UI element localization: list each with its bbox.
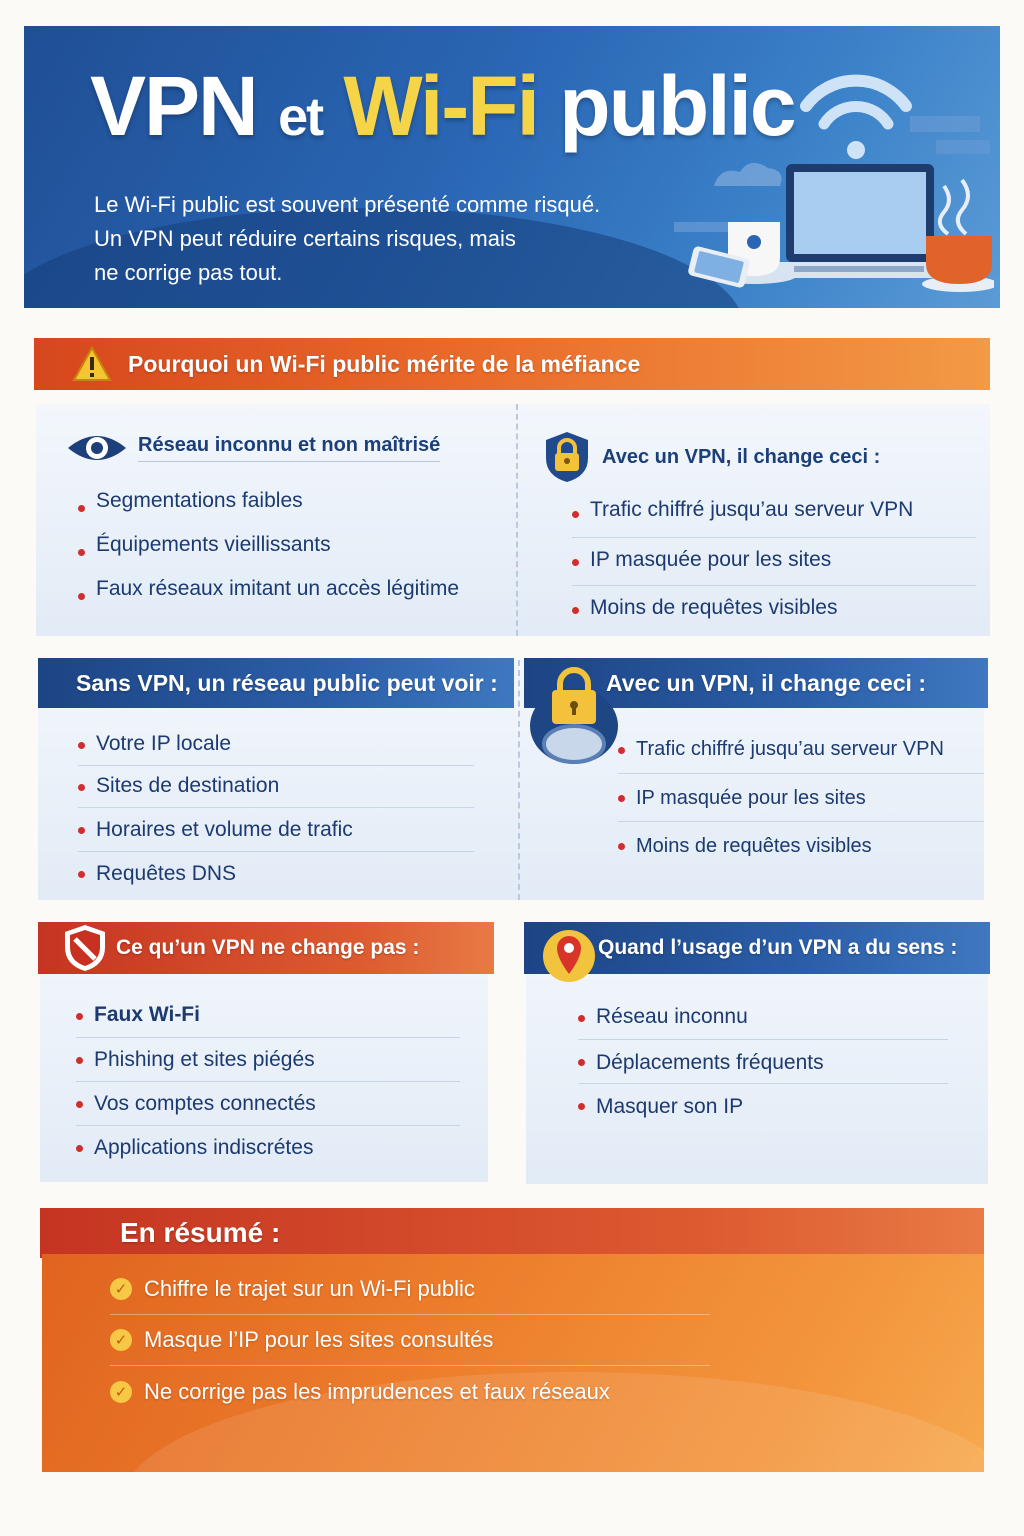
summary-title: En résumé : — [120, 1217, 281, 1248]
list-item: Moins de requêtes visibles — [572, 586, 976, 634]
check-circle-icon: ✓ — [110, 1329, 132, 1351]
list-item: Faux réseaux imitant un accès légitime — [78, 574, 459, 618]
list-item: Vos comptes connectés — [76, 1082, 460, 1126]
wifi-icon — [806, 81, 906, 159]
header-banner — [24, 26, 1000, 308]
summary-list — [110, 1264, 710, 1417]
risk-list — [78, 486, 459, 618]
banner-text: Quand l’usage d’un VPN a du sens : — [598, 936, 958, 959]
summary-item — [110, 1264, 710, 1315]
summary-item-text: Chiffre le trajet sur un Wi-Fi public — [144, 1276, 475, 1301]
shield-icon — [62, 923, 108, 973]
banner-text: Avec un VPN, il change ceci : — [606, 669, 926, 696]
list-item: IP masquée pour les sites — [618, 774, 984, 822]
list-item: Horaires et volume de trafic — [78, 808, 474, 852]
subtitle-line: Le Wi-Fi public est souvent présenté comme risqué. — [94, 192, 601, 217]
subtitle-line: Un VPN peut réduire certains risques, mais — [94, 226, 516, 251]
summary-banner — [40, 1208, 984, 1258]
list-item: Votre IP locale — [78, 724, 474, 766]
eye-icon — [66, 430, 128, 466]
title-vpn: VPN — [90, 59, 257, 153]
summary-item-text: Masque l’IP pour les sites consultés — [144, 1327, 494, 1352]
list-item: Segmentations faibles — [78, 486, 459, 530]
padlock-tunnel-icon — [528, 662, 620, 772]
shield-lock-icon — [542, 430, 592, 484]
list-item: Déplacements fréquents — [578, 1040, 948, 1084]
cafe-laptop-illustration — [644, 46, 994, 306]
summary-item — [110, 1366, 710, 1417]
title-et: et — [278, 87, 323, 147]
left-subheading — [66, 430, 440, 466]
title-wifi: Wi-Fi — [343, 59, 538, 153]
banner-text: Sans VPN, un réseau public peut voir : — [76, 669, 498, 696]
list-item: Requêtes DNS — [78, 852, 474, 896]
section1-panel — [36, 404, 990, 636]
list-item: Applications indiscrétes — [76, 1126, 460, 1170]
summary-item — [110, 1315, 710, 1366]
unchanged-risks-list — [76, 994, 460, 1170]
list-item: IP masquée pour les sites — [572, 538, 976, 586]
list-item: Réseau inconnu — [578, 996, 948, 1040]
title-public: public — [559, 59, 795, 153]
banner-text: Ce qu’un VPN ne change pas : — [116, 936, 420, 959]
subheading-text: Avec un VPN, il change ceci : — [602, 445, 881, 468]
banner-without-vpn — [38, 658, 514, 708]
list-item: Équipements vieillissants — [78, 530, 459, 574]
section-title: Pourquoi un Wi-Fi public mérite de la méfiance — [128, 350, 641, 377]
summary-item-text: Ne corrige pas les imprudences et faux réseaux — [144, 1378, 610, 1404]
list-item: Masquer son IP — [578, 1084, 948, 1128]
summary-panel — [42, 1254, 984, 1472]
list-item: Trafic chiffré jusqu’au serveur VPN — [572, 490, 976, 538]
right-subheading — [542, 430, 880, 484]
list-item: Phishing et sites piégés — [76, 1038, 460, 1082]
list-item: Sites de destination — [78, 766, 474, 808]
vpn-change-list-2 — [618, 726, 984, 870]
subtitle-line: ne corrige pas tout. — [94, 260, 283, 285]
section-banner-why — [34, 338, 990, 390]
vpn-change-list — [572, 490, 976, 634]
check-circle-icon: ✓ — [110, 1381, 132, 1403]
vpn-use-cases-list — [578, 996, 948, 1128]
list-item: Moins de requêtes visibles — [618, 822, 984, 870]
banner-vpn-does-not-change — [38, 922, 494, 974]
list-item: Faux Wi-Fi — [76, 994, 460, 1038]
list-item: Trafic chiffré jusqu’au serveur VPN — [618, 726, 984, 774]
location-pin-icon — [540, 926, 598, 986]
warning-icon — [72, 346, 112, 382]
check-circle-icon: ✓ — [110, 1278, 132, 1300]
page-subtitle — [94, 188, 654, 290]
subheading-text: Réseau inconnu et non maîtrisé — [138, 434, 440, 462]
visible-data-list — [78, 724, 474, 896]
